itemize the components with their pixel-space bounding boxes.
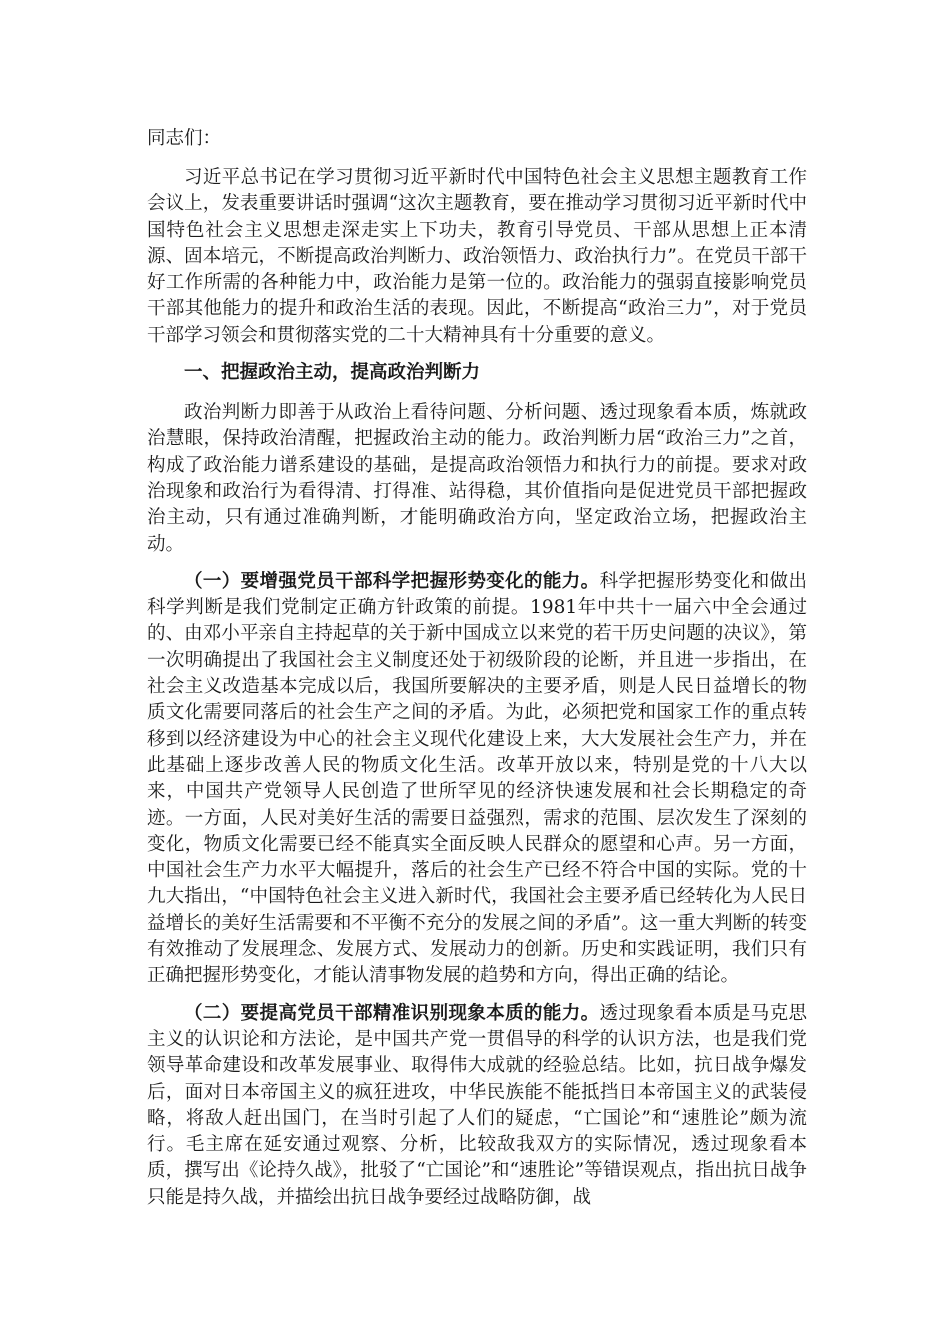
subsection-2-lead: （二）要提高党员干部精准识别现象本质的能力。 xyxy=(184,1002,600,1024)
subsection-1-lead: （一）要增强党员干部科学把握形势变化的能力。 xyxy=(184,570,600,592)
section-heading: 一、把握政治主动，提高政治判断力 xyxy=(184,362,481,384)
subsection-2-paragraph xyxy=(147,1001,807,1211)
section-intro-paragraph: 政治判断力即善于从政治上看待问题、分析问题、透过现象看本质，炼就政治慧眼，保持政治清醒，把握政治主动的能力。政治判断力居“政治三力”之首，构成了政治能力谱系建设的基础，是提高政治领悟力和执行力的前提。要求对政治现象和政治行为看得清、打得准、站得稳，其价值指向是促进党员干部把握政治主动，只有通过准确判断，才能明确政治方向，坚定政治立场，把握政治主动。 xyxy=(147,402,807,555)
subsection-1-body: 科学把握形势变化和做出科学判断是我们党制定正确方针政策的前提。1981年中共十一届六中全会通过的、由邓小平亲自主持起草的关于新中国成立以来党的若干历史问题的决议》，第一次明确提出了我国社会主义制度还处于初级阶段的论断，并且进一步指出，在社会主义改造基本完成以后，我国所要解决的主要矛盾，则是人民日益增长的物质文化需要同落后的社会生产之间的矛盾。为此，必须把党和国家工作的重点转移到以经济建设为中心的社会主义现代化建设上来，大大发展社会生产力，并在此基础上逐步改善人民的物质文化生活。改革开放以来，特别是党的十八大以来，中国共产党领导人民创造了世所罕见的经济快速发展和社会长期稳定的奇迹。一方面，人民对美好生活的需要日益强烈，需求的范围、层次发生了深刻的变化，物质文化需要已经不能真实全面反映人民群众的愿望和心声。另一方面，中国社会生产力水平大幅提升，落后的社会生产已经不符合中国的实际。党的十九大指出，“中国特色社会主义进入新时代，我国社会主要矛盾已经转化为人民日益增长的美好生活需要和不平衡不充分的发展之间的矛盾”。这一重大判断的转变有效推动了发展理念、发展方式、发展动力的创新。历史和实践证明，我们只有正确把握形势变化，才能认清事物发展的趋势和方向，得出正确的结论。 xyxy=(147,570,807,987)
salutation: 同志们： xyxy=(147,128,222,149)
document-page xyxy=(147,124,807,1222)
subsection-2-body: 透过现象看本质是马克思主义的认识论和方法论，是中国共产党一贯倡导的科学的认识方法，也是我们党领导革命建设和改革发展事业、取得伟大成就的经验总结。比如，抗日战争爆发后，面对日本帝国主义的疯狂进攻，中华民族能不能抵挡日本帝国主义的武装侵略，将敌人赶出国门，在当时引起了人们的疑虑，“亡国论”和“速胜论”颇为流行。毛主席在延安通过观察、分析，比较敌我双方的实际情况，透过现象看本质，撰写出《论持久战》，批驳了“亡国论”和“速胜论”等错误观点，指出抗日战争只能是持久战，并描绘出抗日战争要经过战略防御，战 xyxy=(147,1002,807,1208)
subsection-1-paragraph xyxy=(147,569,807,990)
opening-paragraph: 习近平总书记在学习贯彻习近平新时代中国特色社会主义思想主题教育工作会议上，发表重要讲话时强调“这次主题教育，要在推动学习贯彻习近平新时代中国特色社会主义思想走深走实上下功夫，教育引导党员、干部从思想上正本清源、固本培元，不断提高政治判断力、政治领悟力、政治执行力”。在党员干部干好工作所需的各种能力中，政治能力是第一位的。政治能力的强弱直接影响党员干部其他能力的提升和政治生活的表现。因此，不断提高“政治三力”，对于党员干部学习领会和贯彻落实党的二十大精神具有十分重要的意义。 xyxy=(147,167,807,346)
